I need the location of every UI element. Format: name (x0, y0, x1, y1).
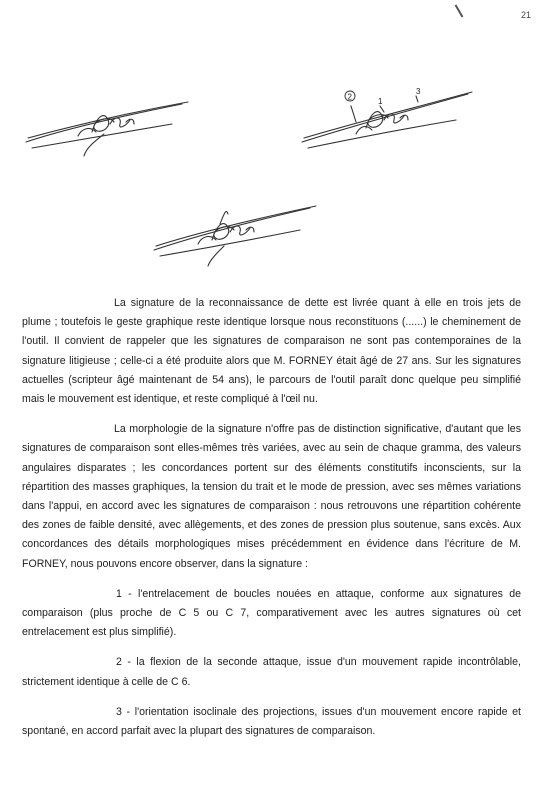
list-item-1: 1 - l'entrelacement de boucles nouées en attaque, conforme aux signatures de comparaison (plus proche de C 5 ou C 7, comparativement avec les autres signatures où cet entrelacement est plus simplifié). (22, 587, 521, 639)
page-number: 21 (520, 10, 531, 20)
signature-image-right-annotated (296, 84, 476, 154)
annotation-label-1: 1 (378, 97, 383, 106)
body-text (22, 294, 521, 752)
corner-mark (455, 4, 464, 17)
list-item-3: 3 - l'orientation isoclinale des projections, issues d'un mouvement encore rapide et spontané, en accord parfait avec la plupart des signatures de comparaison. (22, 705, 521, 738)
paragraph-2: La morphologie de la signature n'offre pas de distinction significative, d'autant que les signatures de comparaison sont elles-mêmes très variées, avec au sein de chaque gramma, des valeurs angulaires disparates ; les concordances portent sur des éléments constitutifs inconscients, sur la répartition des masses graphiques, la tension du trait et le mode de pression, avec ses mêmes variations dans l'appui, en accord avec les signatures de comparaison : nous retrouvons une répartition cohérente des zones de faible densité, avec allègements, et des zones de pression plus soutenue, sans excès. Aux concordances des détails morphologiques mises précédemment en évidence dans l'écriture de M. FORNEY, nous pouvons encore observer, dans la signature : (22, 423, 521, 570)
signature-image-left (22, 98, 192, 158)
annotation-label-3: 3 (416, 87, 421, 96)
paragraph-1: La signature de la reconnaissance de dette est livrée quant à elle en trois jets de plume ; toutefois le geste graphique reste identique lorsque nous reconstituons (......) le cheminement de l'outil. Il convient de rappeler que les signatures de comparaison ne sont pas contemporaines de la signature litigieuse ; celle-ci a été produite alors que M. FORNEY était âgé de 27 ans. Sur les signatures actuelles (scripteur âgé maintenant de 54 ans), le parcours de l'outil paraît donc quelque peu simplifié mais le mouvement est identique, et reste compliqué à l'œil nu. (22, 297, 521, 406)
list-item-2: 2 - la flexion de la seconde attaque, issue d'un mouvement rapide incontrôlable, strictement identique à celle de C 6. (22, 656, 521, 688)
signature-image-center (150, 200, 320, 270)
annotation-label-2: 2 (347, 92, 352, 102)
